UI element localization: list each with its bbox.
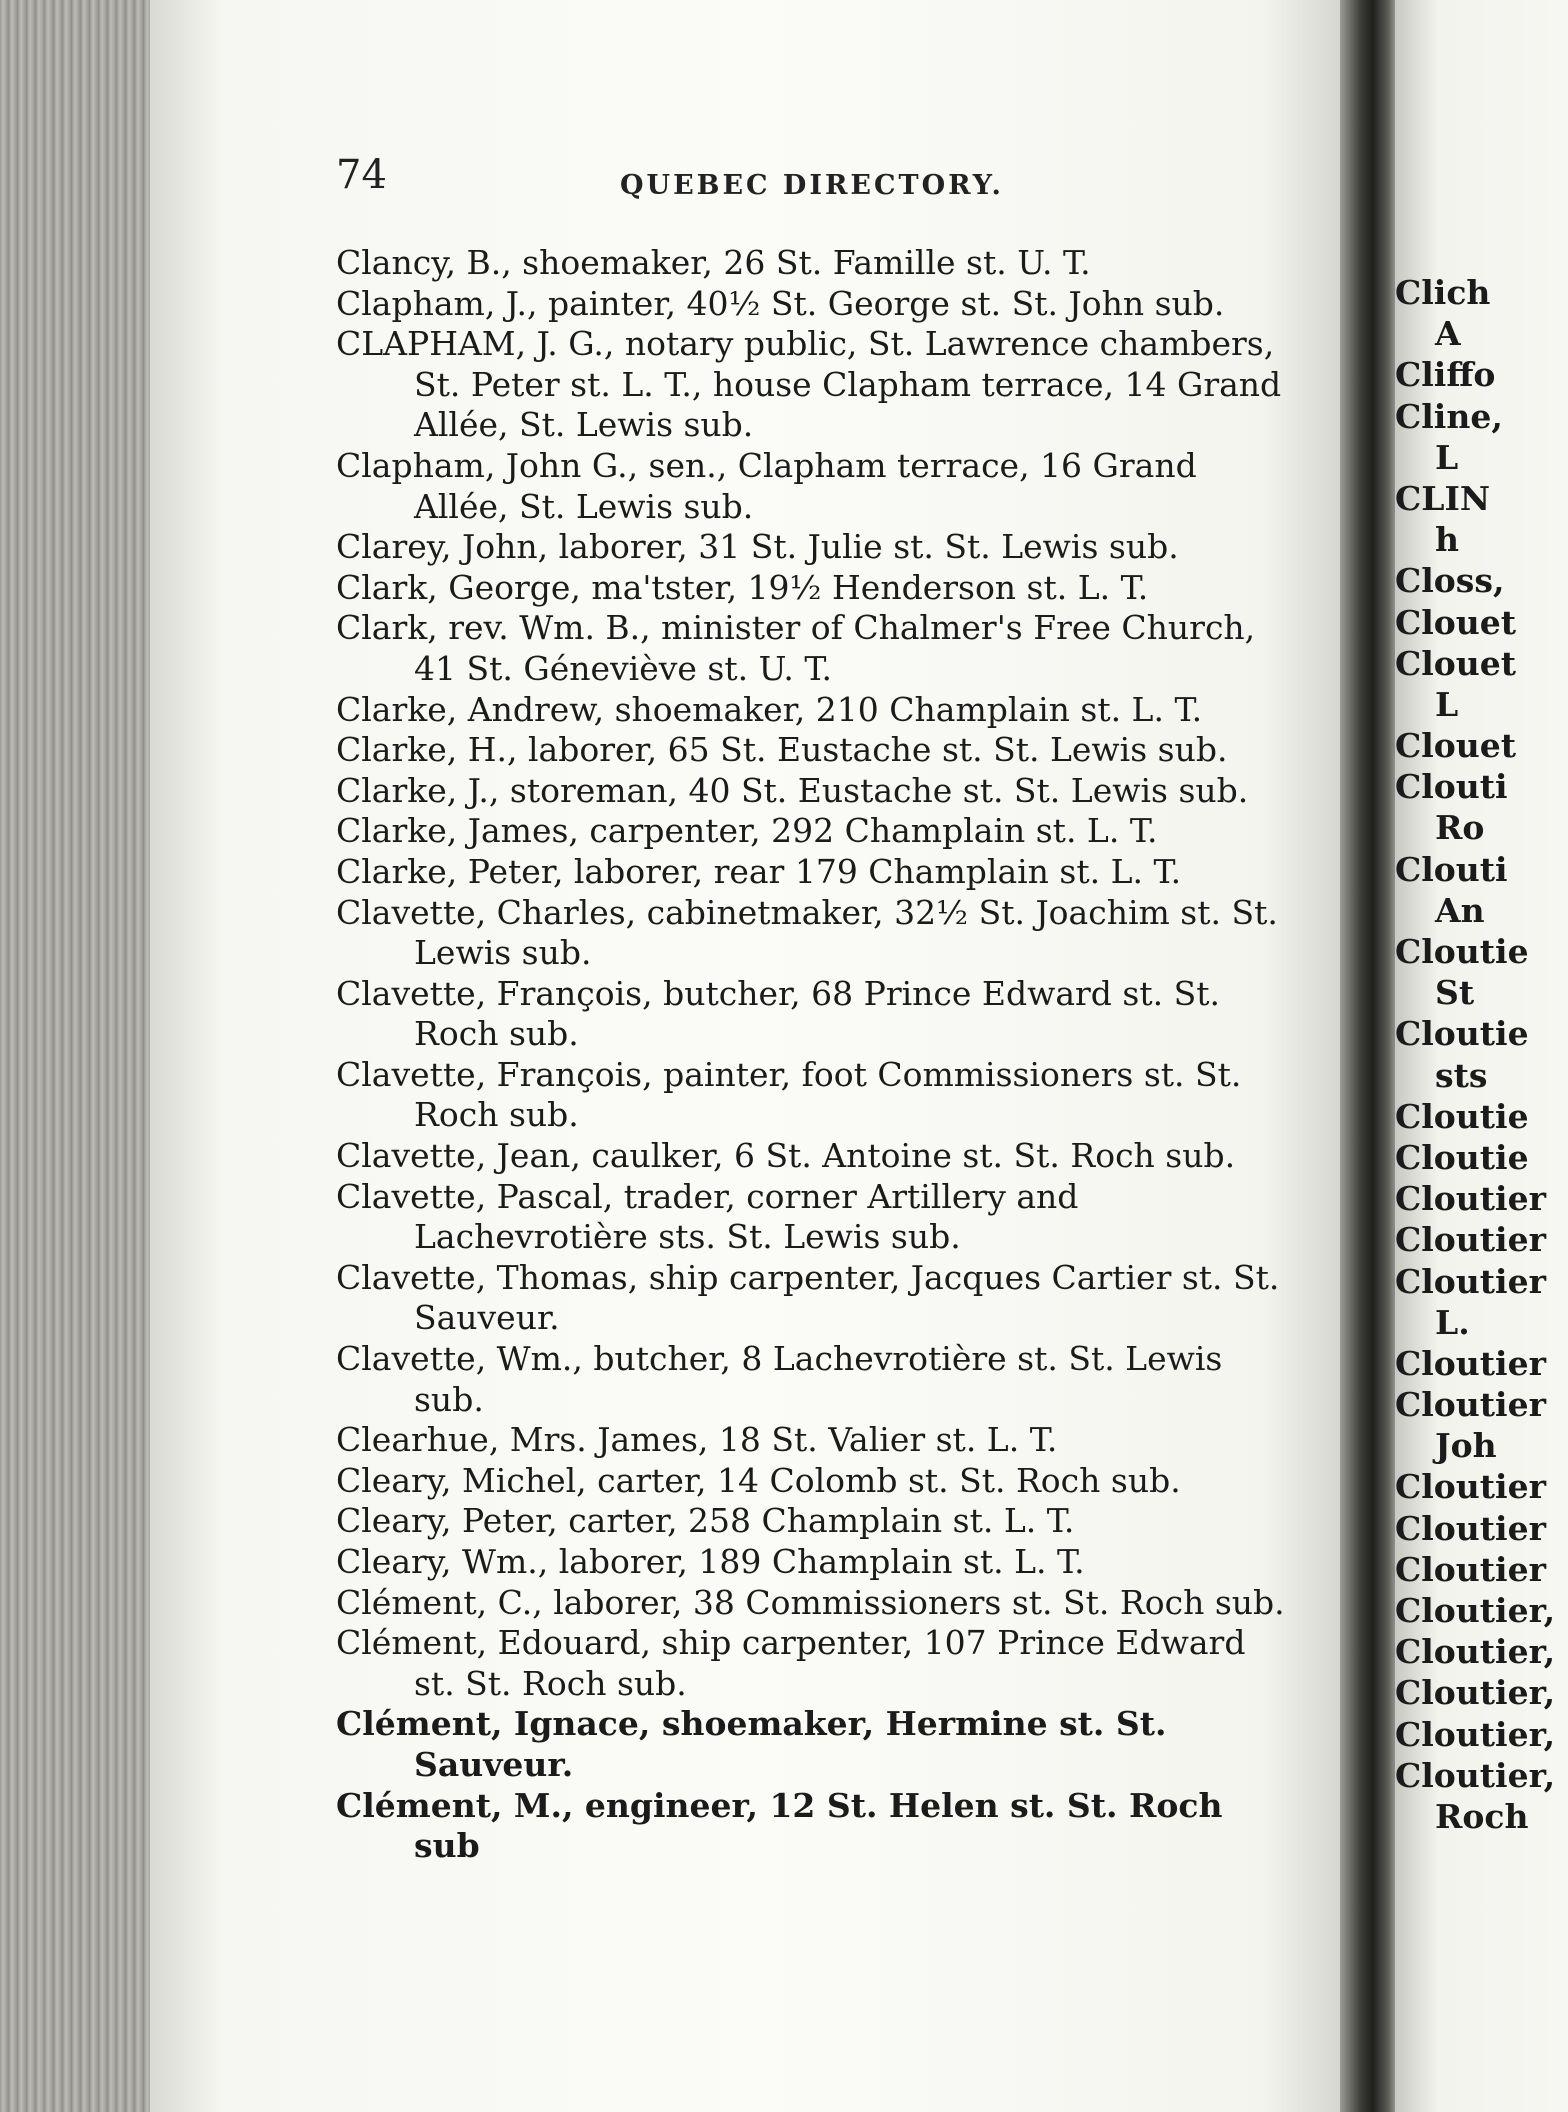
right-page-line: Roch [1435, 1796, 1529, 1836]
right-page-line: Cloutier [1395, 1467, 1546, 1507]
right-page-line: Cloutier [1395, 1508, 1546, 1548]
right-page-line: L [1435, 437, 1459, 477]
right-page-line: Cloutier [1395, 1261, 1546, 1301]
right-page-line: Closs, [1395, 561, 1505, 601]
right-page-line: Cloutier, [1395, 1673, 1556, 1713]
directory-entry: Clavette, François, butcher, 68 Prince Edward st. St. Roch sub. [336, 973, 1220, 1054]
directory-entry: Clément, Edouard, ship carpenter, 107 Prince Edward st. St. Roch sub. [336, 1623, 1246, 1703]
right-page-line: Joh [1435, 1426, 1497, 1466]
right-page-line: Cliffo [1395, 355, 1496, 395]
right-page-fragments [1395, 272, 1568, 1837]
directory-entry: Cleary, Peter, carter, 258 Champlain st. L. T. [336, 1501, 1075, 1541]
right-page-line: St [1435, 973, 1475, 1013]
right-page-line: Cline, [1395, 396, 1503, 436]
right-page-line: Cloutier [1395, 1385, 1546, 1425]
right-page-line: Cloutier [1395, 1220, 1546, 1260]
page-number: 74 [336, 152, 387, 198]
directory-entry: Clancy, B., shoemaker, 26 St. Famille st. U. T. [336, 243, 1091, 282]
right-page-line: Clich [1395, 273, 1491, 312]
right-page-line: Cloutier, [1395, 1714, 1556, 1754]
directory-entry: Cleary, Wm., laborer, 189 Champlain st. L. T. [336, 1542, 1085, 1581]
right-page-line: Cloutier, [1395, 1632, 1556, 1672]
right-page-line: A [1435, 314, 1461, 354]
right-page-line: Clouet [1395, 602, 1517, 642]
directory-entry: Clément, C., laborer, 38 Commissioners st. St. Roch sub. [336, 1582, 1285, 1622]
directory-entry: Clavette, Jean, caulker, 6 St. Antoine st. St. Roch sub. [336, 1136, 1236, 1176]
directory-entry: Clarke, James, carpenter, 292 Champlain st. L. T. [336, 811, 1158, 851]
running-head: QUEBEC DIRECTORY. [620, 170, 1004, 201]
directory-entry: Clarke, H., laborer, 65 St. Eustache st. St. Lewis sub. [336, 730, 1228, 770]
book-gutter [1340, 0, 1400, 2112]
right-page-line: L [1435, 684, 1459, 724]
directory-entry: Clavette, Charles, cabinetmaker, 32½ St. Joachim st. St. Lewis sub. [336, 892, 1278, 973]
right-page-line: Cloutier [1395, 1343, 1546, 1383]
right-page-line: Clouet [1395, 726, 1517, 766]
directory-entry: Clapham, John G., sen., Clapham terrace, 16 Grand Allée, St. Lewis sub. [336, 445, 1197, 526]
directory-entry: Clavette, François, painter, foot Commissioners st. St. Roch sub. [336, 1054, 1242, 1135]
directory-entry: Clavette, Pascal, trader, corner Artillery and Lachevrotière sts. St. Lewis sub. [336, 1176, 1079, 1257]
right-page-line: sts [1435, 1055, 1488, 1095]
right-page-line: Clouet [1395, 643, 1517, 683]
right-page-line: Clouti [1395, 849, 1508, 889]
right-page-line: h [1435, 520, 1459, 560]
right-page-line: Cloutier [1395, 1549, 1546, 1589]
directory-entry: Clarey, John, laborer, 31 St. Julie st. St. Lewis sub. [336, 527, 1179, 567]
directory-entry: CLAPHAM, J. G., notary public, St. Lawrence chambers, St. Peter st. L. T., house Clapham terrace, 14 Grand Allée, St. Lewis sub. [336, 324, 1282, 445]
right-page-line: CLIN [1395, 478, 1491, 518]
right-page-line: Clouti [1395, 767, 1508, 807]
directory-entry: Clapham, J., painter, 40½ St. George st. St. John sub. [336, 283, 1225, 323]
directory-entry: Clavette, Wm., butcher, 8 Lachevrotière st. St. Lewis sub. [336, 1339, 1223, 1419]
directory-entry: Clarke, Andrew, shoemaker, 210 Champlain st. L. T. [336, 689, 1203, 729]
right-page-line: L. [1435, 1302, 1470, 1342]
directory-entry: Clearhue, Mrs. James, 18 St. Valier st. L. T. [336, 1420, 1058, 1460]
directory-entry: Clarke, Peter, laborer, rear 179 Champlain st. L. T. [336, 851, 1182, 891]
directory-entry: Cleary, Michel, carter, 14 Colomb st. St. Roch sub. [336, 1460, 1181, 1500]
right-page-line: Cloutier [1395, 1179, 1546, 1219]
right-page-line: Cloutier, [1395, 1591, 1556, 1630]
right-page-line: Cloutie [1395, 932, 1529, 971]
page-edges [0, 0, 165, 2112]
directory-entry: Clément, Ignace, shoemaker, Hermine st. St. Sauveur. [336, 1704, 1167, 1784]
directory-entry: Clark, rev. Wm. B., minister of Chalmer's Free Church, 41 St. Géneviève st. U. T. [336, 608, 1256, 688]
directory-entry: Clément, M., engineer, 12 St. Helen st. St. Roch sub [336, 1785, 1223, 1866]
right-page-line: Ro [1435, 808, 1485, 848]
right-page-line: Cloutie [1395, 1096, 1529, 1136]
directory-entry: Clavette, Thomas, ship carpenter, Jacques Cartier st. St. Sauveur. [336, 1257, 1280, 1338]
right-page-line: An [1435, 890, 1485, 930]
right-page-line: Cloutie [1395, 1137, 1529, 1177]
right-page-line: Cloutier, [1395, 1755, 1556, 1795]
directory-entries [336, 243, 1296, 1867]
right-page-line: Cloutie [1395, 1014, 1529, 1054]
directory-entry: Clarke, J., storeman, 40 St. Eustache st. St. Lewis sub. [336, 770, 1249, 810]
directory-entry: Clark, George, ma'tster, 19½ Henderson st. L. T. [336, 567, 1149, 607]
